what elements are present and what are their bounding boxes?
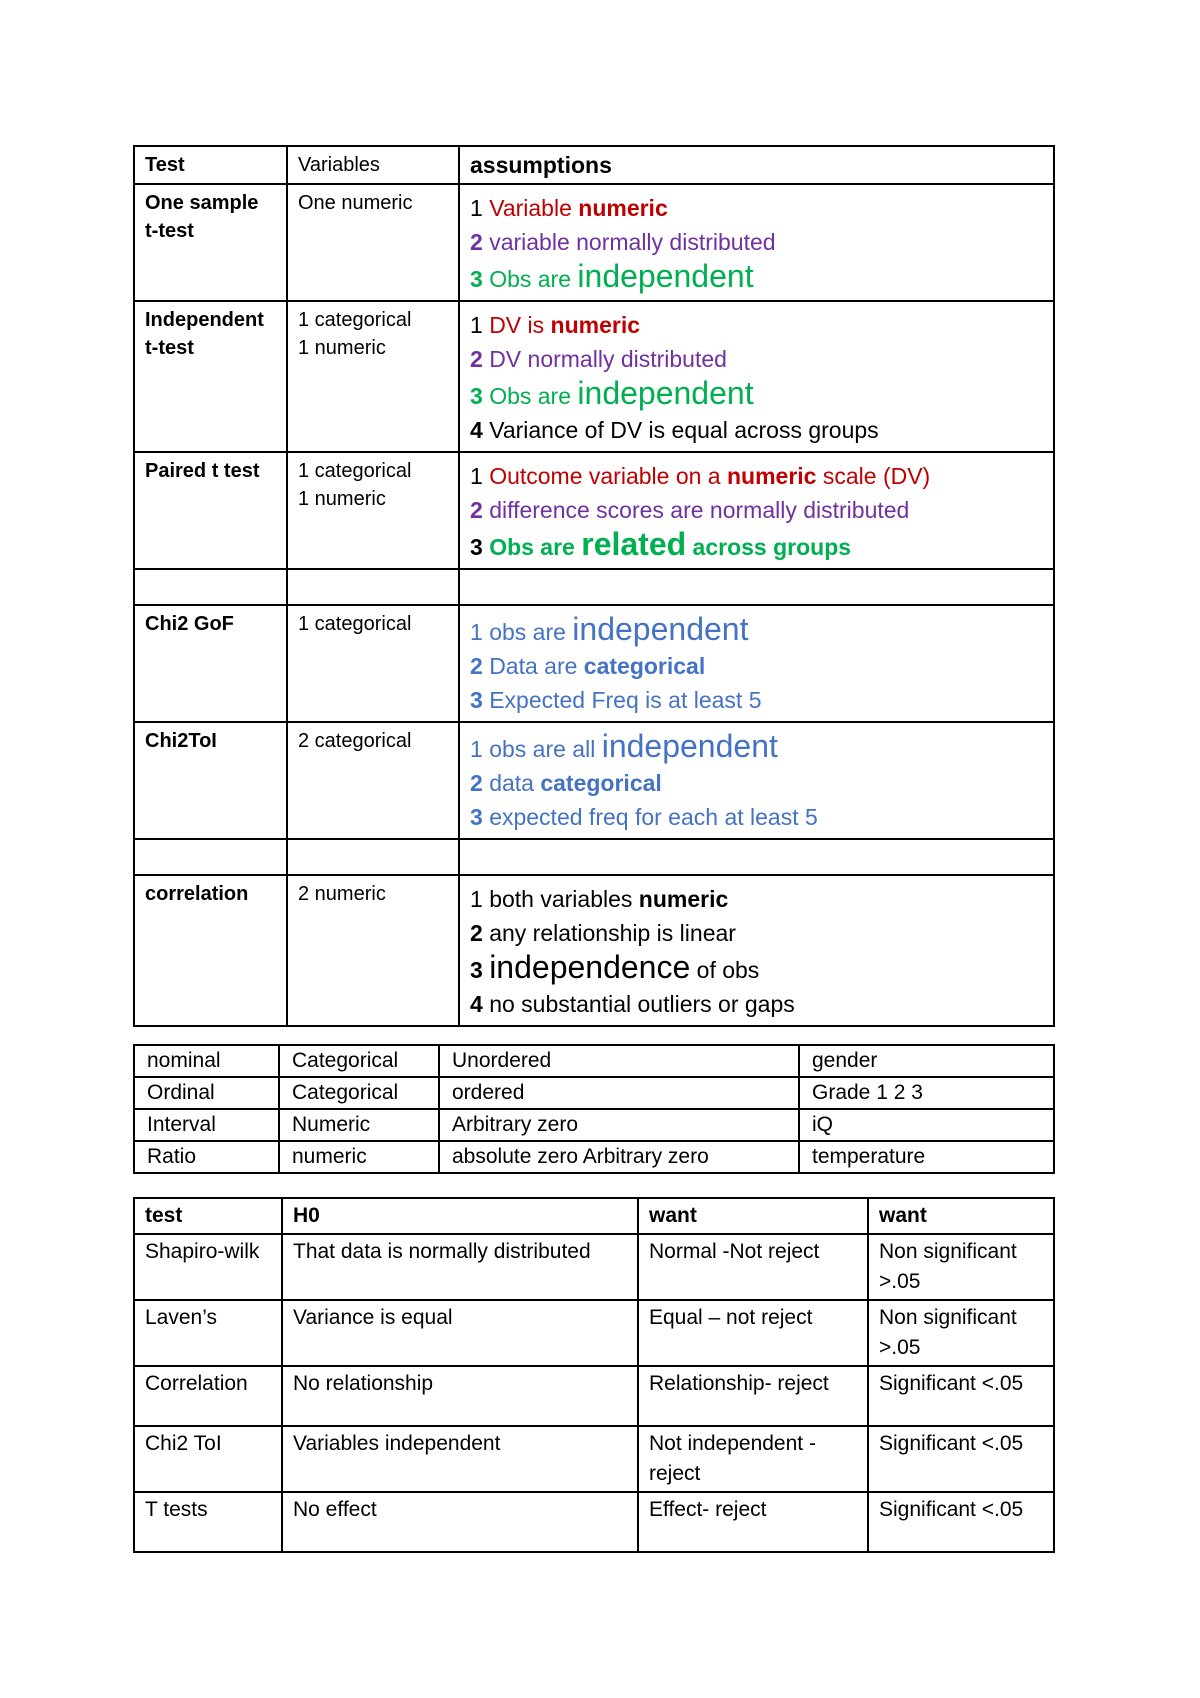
- assumption-item: 3 Obs are independent: [470, 258, 754, 294]
- scale-name: nominal: [134, 1045, 279, 1077]
- assumptions-table: [133, 145, 1055, 1027]
- assumption-item: 1 both variables numeric: [470, 886, 729, 912]
- header-want: want: [638, 1198, 868, 1234]
- assumption-item: 3 Obs are independent: [470, 375, 754, 411]
- table-row: [134, 1426, 1054, 1492]
- assumption-item: 1 Outcome variable on a numeric scale (DV): [470, 463, 931, 489]
- header-variables: Variables: [287, 146, 459, 184]
- table-row: [134, 184, 1054, 301]
- assumption-item: 3 expected freq for each at least 5: [470, 804, 818, 830]
- table-row: [134, 452, 1054, 569]
- table-row: [134, 1492, 1054, 1552]
- scale-example: temperature: [799, 1141, 1054, 1173]
- variables-cell: [287, 722, 459, 839]
- table-row: [134, 301, 1054, 452]
- scale-order: ordered: [439, 1077, 799, 1109]
- header-h0: H0: [282, 1198, 638, 1234]
- table-row: [134, 875, 1054, 1026]
- scale-name: Ordinal: [134, 1077, 279, 1109]
- variable-line: 1 numeric: [298, 337, 386, 359]
- scale-row: [134, 1045, 1054, 1077]
- table-row: [134, 1300, 1054, 1366]
- table-row: [134, 605, 1054, 722]
- scale-name: Interval: [134, 1109, 279, 1141]
- desired-significance: Significant <.05: [868, 1366, 1054, 1426]
- scale-name: Ratio: [134, 1141, 279, 1173]
- scale-type: numeric: [279, 1141, 439, 1173]
- assumption-item: 1 obs are independent: [470, 611, 749, 647]
- hypothesis-header-row: [134, 1198, 1054, 1234]
- scale-row: [134, 1077, 1054, 1109]
- desired-decision: Effect- reject: [638, 1492, 868, 1552]
- variable-line: One numeric: [298, 192, 413, 214]
- assumption-item: 1 Variable numeric: [470, 195, 668, 221]
- assumption-item: 3 independence of obs: [470, 949, 760, 985]
- table-row: [134, 1234, 1054, 1300]
- test-name: T tests: [134, 1492, 282, 1552]
- variable-line: 1 categorical: [298, 460, 412, 482]
- scale-example: Grade 1 2 3: [799, 1077, 1054, 1109]
- assumption-item: 2 any relationship is linear: [470, 920, 736, 946]
- assumptions-header-row: [134, 146, 1054, 184]
- desired-significance: Non significant >.05: [868, 1300, 1054, 1366]
- assumption-item: 2 Data are categorical: [470, 653, 706, 679]
- scale-type: Categorical: [279, 1045, 439, 1077]
- test-name: Shapiro-wilk: [134, 1234, 282, 1300]
- assumption-item: 2 data categorical: [470, 770, 662, 796]
- test-name: Correlation: [134, 1366, 282, 1426]
- variables-cell: [287, 184, 459, 301]
- empty-row: [134, 569, 1054, 605]
- assumption-item: 2 variable normally distributed: [470, 229, 776, 255]
- test-name: correlation: [134, 875, 287, 1026]
- scale-example: iQ: [799, 1109, 1054, 1141]
- table-row: [134, 1366, 1054, 1426]
- variable-line: 1 categorical: [298, 309, 412, 331]
- variable-line: 2 categorical: [298, 730, 412, 752]
- test-name: One sample t-test: [134, 184, 287, 301]
- scale-type: Numeric: [279, 1109, 439, 1141]
- scale-order: Arbitrary zero: [439, 1109, 799, 1141]
- desired-significance: Non significant >.05: [868, 1234, 1054, 1300]
- empty-row: [134, 839, 1054, 875]
- header-want-p: want: [868, 1198, 1054, 1234]
- desired-significance: Significant <.05: [868, 1492, 1054, 1552]
- null-hypothesis: That data is normally distributed: [282, 1234, 638, 1300]
- null-hypothesis: Variables independent: [282, 1426, 638, 1492]
- null-hypothesis: No effect: [282, 1492, 638, 1552]
- assumption-item: 4 no substantial outliers or gaps: [470, 991, 795, 1017]
- variable-line: 2 numeric: [298, 883, 386, 905]
- scale-example: gender: [799, 1045, 1054, 1077]
- test-name: Chi2 ToI: [134, 1426, 282, 1492]
- null-hypothesis: No relationship: [282, 1366, 638, 1426]
- variables-cell: [287, 301, 459, 452]
- scale-row: [134, 1109, 1054, 1141]
- assumptions-cell: [459, 301, 1054, 452]
- assumptions-cell: [459, 605, 1054, 722]
- assumption-item: 2 difference scores are normally distributed: [470, 497, 910, 523]
- assumptions-cell: [459, 184, 1054, 301]
- header-test: Test: [134, 146, 287, 184]
- assumptions-cell: [459, 875, 1054, 1026]
- assumption-item: 1 obs are all independent: [470, 728, 778, 764]
- assumption-item: 3 Expected Freq is at least 5: [470, 687, 762, 713]
- scale-order: Unordered: [439, 1045, 799, 1077]
- assumption-item: 1 DV is numeric: [470, 312, 641, 338]
- variables-cell: [287, 452, 459, 569]
- test-name: Independent t-test: [134, 301, 287, 452]
- test-name: Chi2ToI: [134, 722, 287, 839]
- variable-line: 1 numeric: [298, 488, 386, 510]
- header-assumptions: assumptions: [459, 146, 1054, 184]
- desired-decision: Equal – not reject: [638, 1300, 868, 1366]
- assumptions-cell: [459, 452, 1054, 569]
- table-row: [134, 722, 1054, 839]
- variable-line: 1 categorical: [298, 613, 412, 635]
- assumptions-cell: [459, 722, 1054, 839]
- desired-decision: Relationship- reject: [638, 1366, 868, 1426]
- test-name: Paired t test: [134, 452, 287, 569]
- scale-order: absolute zero Arbitrary zero: [439, 1141, 799, 1173]
- test-name: Laven’s: [134, 1300, 282, 1366]
- null-hypothesis: Variance is equal: [282, 1300, 638, 1366]
- test-name: Chi2 GoF: [134, 605, 287, 722]
- desired-decision: Normal -Not reject: [638, 1234, 868, 1300]
- assumption-item: 2 DV normally distributed: [470, 346, 727, 372]
- scale-row: [134, 1141, 1054, 1173]
- variables-cell: [287, 875, 459, 1026]
- header-test: test: [134, 1198, 282, 1234]
- hypothesis-table: [133, 1197, 1055, 1553]
- scale-type: Categorical: [279, 1077, 439, 1109]
- assumption-item: 3 Obs are related across groups: [470, 526, 852, 562]
- assumption-item: 4 Variance of DV is equal across groups: [470, 417, 879, 443]
- desired-significance: Significant <.05: [868, 1426, 1054, 1492]
- scales-table: [133, 1044, 1055, 1174]
- desired-decision: Not independent -reject: [638, 1426, 868, 1492]
- variables-cell: [287, 605, 459, 722]
